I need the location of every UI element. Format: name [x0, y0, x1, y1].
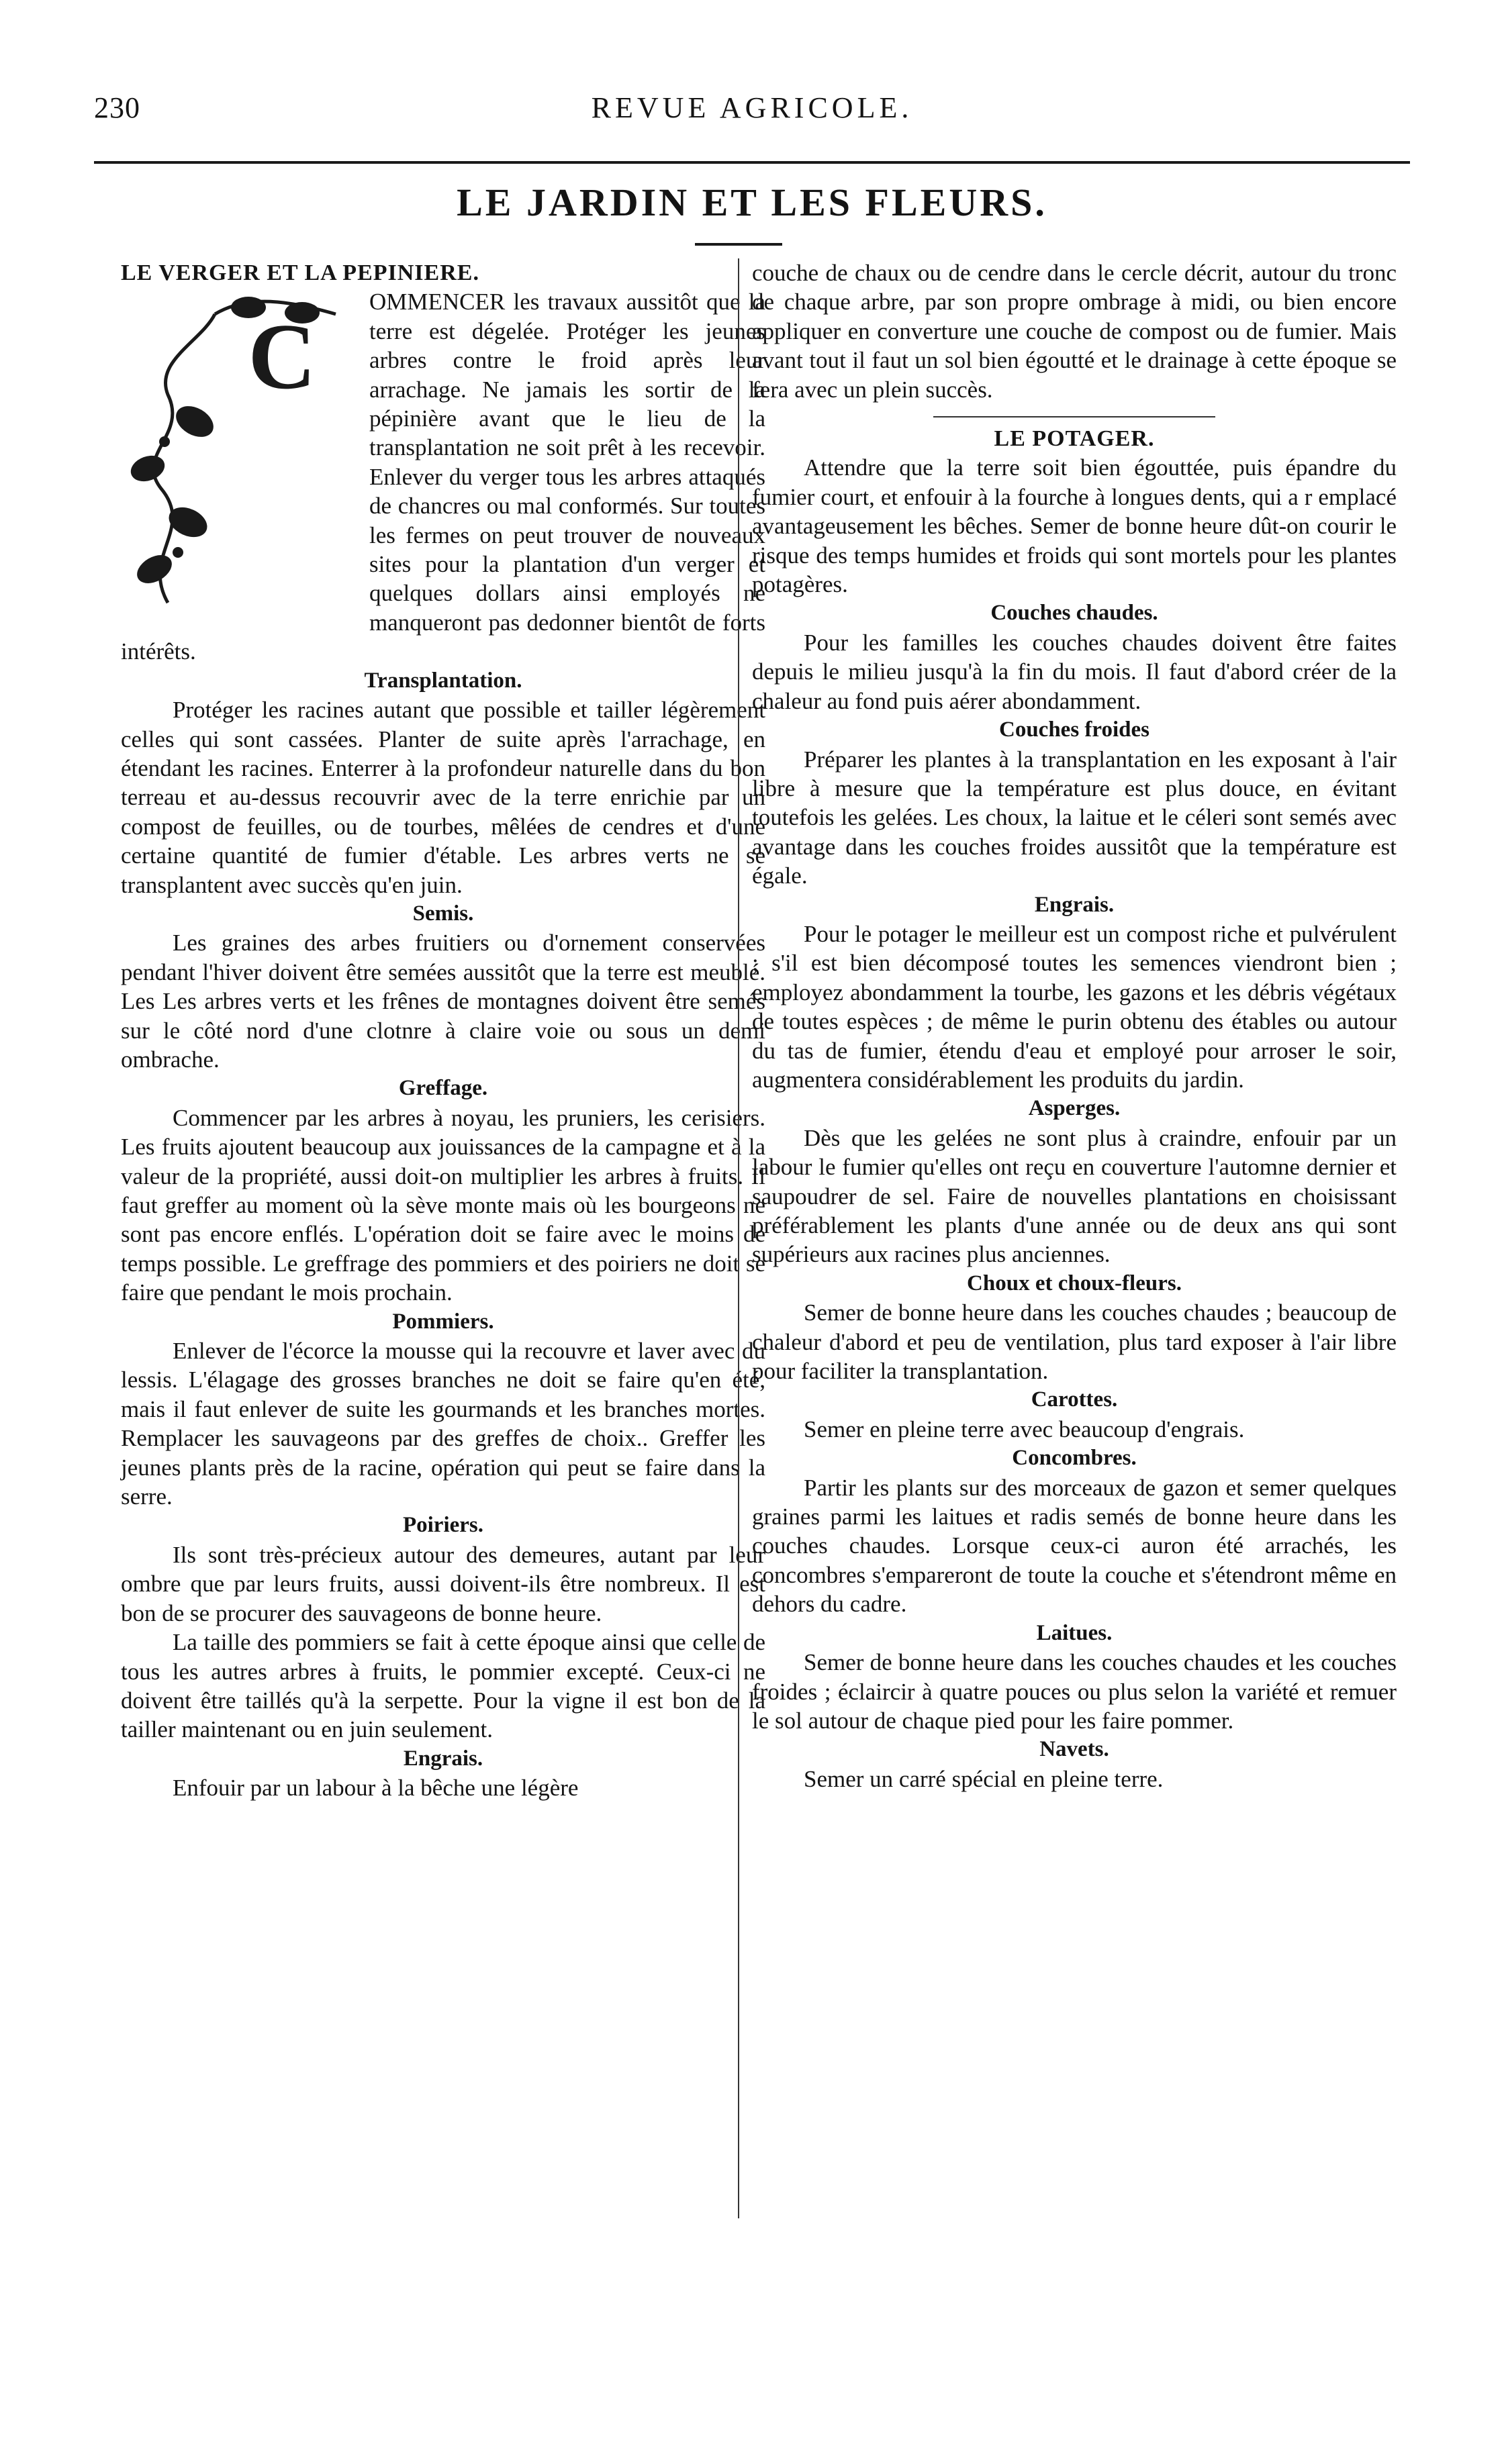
left-paragraph: Enlever de l'écorce la mousse qui la recouvre et laver avec du lessis. L'élagage des grosses branches ne doit se faire qu'en été, mais il faut enlever de suite les gourmands et les branches mortes. Remplacer les sauvageons par des greffes de choix.. Greffer les jeunes plants près de la racine, opération qui peut se faire dans la serre. [121, 1338, 765, 1510]
right-continuation-paragraph: couche de chaux ou de cendre dans le cercle décrit, autour du tronc de chaque arbre, par son propre ombrage à midi, ou bien encore appliquer en converture une couche de compost ou de fumier. Mais avant tout il faut un sol bien égoutté et le drainage à cette époque se fera avec un plein succès. [752, 260, 1397, 403]
running-head: REVUE AGRICOLE. [591, 91, 913, 124]
right-section-title: Concombres. [1012, 1446, 1137, 1471]
left-section-title: Greffage. [398, 1076, 488, 1101]
ornamental-dropcap-vine-icon [114, 287, 356, 609]
left-heading: LE VERGER ET LA PEPINIERE. [121, 260, 479, 285]
title-rule [695, 243, 782, 246]
left-paragraph: Les graines des arbes fruitiers ou d'ornement conservées pendant l'hiver doivent être semées aussitôt que la terre est meublé. Les Les arbres verts et les frênes de montagnes doivent être semés sur le côté nord d'une clotnre à claire voie ou sous un demi ombrache. [121, 930, 765, 1073]
header-rule [94, 161, 1410, 164]
potager-heading: LE POTAGER. [994, 426, 1155, 452]
left-section-title: Transplantation. [364, 668, 522, 693]
section-title: LE JARDIN ET LES FLEURS. [457, 181, 1047, 224]
left-section-title: Engrais. [403, 1746, 483, 1771]
left-paragraph: Commencer par les arbres à noyau, les pruniers, les cerisiers. Les fruits ajoutent beaucoup aux jouissances de la campagne et à la valeur de la propriété, aussi doit-on multiplier les arbres à fruits. Il faut greffer au moment où la sève monte mais où les bourgeons ne sont pas encore enflés. L'opération doit se faire avec le moins de temps possible. Le greffrage des pommiers et des poiriers ne doit se faire que pendant le mois prochain. [121, 1104, 765, 1306]
section-rule [933, 416, 1215, 417]
vine-ornament-icon [114, 287, 356, 609]
right-section-title: Carottes. [1031, 1387, 1118, 1412]
left-section-title: Semis. [412, 901, 474, 926]
left-paragraph: Enfouir par un labour à la bêche une légère [173, 1775, 579, 1802]
right-column [752, 258, 1397, 1793]
right-paragraph: Pour le potager le meilleur est un compost riche et pulvérulent ; s'il est bien décomposé toutes les semences viendront bien ; employez abondamment la tourbe, les gazons et les débris végétaux de toutes espèces ; de même le purin obtenu des étables ou autour du tas de fumier, étendu d'eau et employé pour arroser le soir, augmentera considérablement les produits du jardin. [752, 920, 1397, 1093]
potager-intro-paragraph: Attendre que la terre soit bien égouttée, puis épandre du fumier court, et enfouir à la fourche à longues dents, qui a r emplacé avantageusement les bêches. Semer de bonne heure dût-on courir le risque des temps humides et froids qui sont mortels pour les plantes potagères. [752, 454, 1397, 598]
right-paragraph: Semer en pleine terre avec beaucoup d'engrais. [804, 1416, 1245, 1442]
right-section-title: Couches chaudes. [990, 601, 1158, 626]
left-paragraph: Ils sont très-précieux autour des demeures, autant par leur ombre que par leurs fruits, aussi doivent-ils être nombreux. Il est bon de se procurer des sauvageons de bonne heure. [121, 1541, 765, 1626]
right-paragraph: Dès que les gelées ne sont plus à craindre, enfouir par un labour le fumier qu'elles ont reçu en couverture l'automne dernier et saupoudrer de sel. Faire de nouvelles plantations en choisissant préférablement les plants d'une année ou de deux ans qui sont supérieurs aux racines plus anciennes. [752, 1124, 1397, 1268]
left-section-title: Poiriers. [402, 1513, 484, 1538]
left-paragraph: Protéger les racines autant que possible et tailler légèrement celles qui sont cassées. Planter de suite après l'arrachage, en étendant les racines. Enterrer à la profondeur naturelle dans du bon terreau et au-dessus recouvrir avec de la terre enrichie par un compost de feuilles, ou de tourbes, mêlées de cendres et d'une certaine quantité de fumier d'étable. Les arbres verts ne se transplantent avec succès qu'en juin. [121, 697, 765, 898]
right-paragraph: Partir les plants sur des morceaux de gazon et semer quelques graines parmi les laitues et radis semés de bonne heure dans les couches chaudes. Lorsque ceux-ci auron été arrachés, les concombres s'empareront de toute la couche et s'étendront même en dehors du cadre. [752, 1474, 1397, 1618]
dropcap-letter: C [248, 305, 316, 409]
page-number: 230 [94, 91, 140, 124]
right-paragraph: Semer un carré spécial en pleine terre. [804, 1765, 1164, 1792]
page-header [94, 91, 1410, 144]
column-divider [738, 258, 739, 2218]
left-intro-paragraph: OMMENCER les travaux aussitôt que la terre est dégelée. Protéger les jeunes arbres contre le froid après leur arrachage. Ne jamais les sortir de la pépinière avant que le lieu de la transplantation ne soit prêt à les recevoir. Enlever du verger tous les arbres attaqués de chancres ou mal conformés. Sur toutes les fermes on peut trouver de nouveaux sites pour la plantation d'un verger et quelques dollars ainsi employés ne manqueront pas dedonner bientôt de forts intérêts. [121, 289, 765, 665]
right-section-title: Asperges. [1028, 1096, 1121, 1121]
right-paragraph: Pour les familles les couches chaudes doivent être faites depuis le milieu jusqu'à la fin du mois. Il faut d'abord créer de la chaleur au fond puis aérer abondamment. [752, 629, 1397, 714]
left-section-title: Pommiers. [392, 1309, 494, 1334]
left-paragraph: La taille des pommiers se fait à cette époque ainsi que celle de tous les autres arbres à fruits, le pommier excepté. Ceux-ci ne doivent être taillés qu'à la serpette. Pour la vigne il est bon de la tailler maintenant ou en juin seulement. [121, 1629, 765, 1743]
right-paragraph: Semer de bonne heure dans les couches chaudes ; beaucoup de chaleur d'abord et peu de ventilation, plus tard exposer à l'air libre pour faciliter la transplantation. [752, 1299, 1397, 1385]
right-section-title: Engrais. [1034, 892, 1115, 917]
left-column [121, 258, 765, 1803]
right-section-title: Couches froides [999, 718, 1149, 742]
right-paragraph: Préparer les plantes à la transplantation en les exposant à l'air libre à mesure que la température est plus douce, en évitant toutefois les gelées. Les choux, la laitue et le céleri sont semés avec avantage dans les couches froides aussitôt que la température est égale. [752, 746, 1397, 889]
right-section-title: Choux et choux-fleurs. [967, 1271, 1182, 1295]
right-section-title: Navets. [1039, 1737, 1109, 1762]
right-section-title: Laitues. [1036, 1620, 1113, 1645]
right-paragraph: Semer de bonne heure dans les couches chaudes et les couches froides ; éclaircir à quatre pouces ou plus selon la variété et remuer le sol autour de chaque pied pour les faire pommer. [752, 1649, 1397, 1734]
